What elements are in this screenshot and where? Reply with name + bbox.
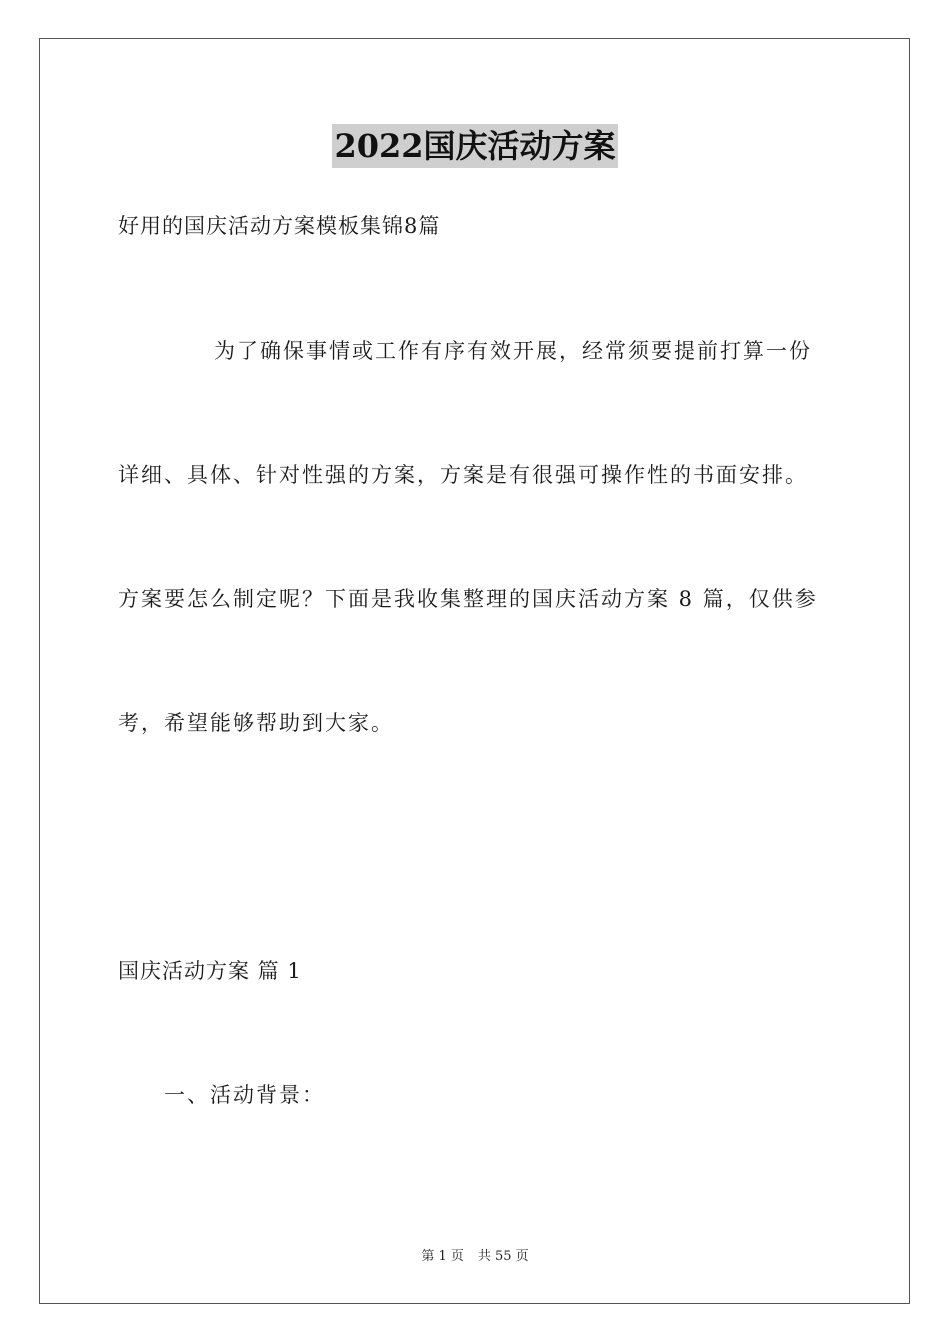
sub-heading: 一、活动背景： [164, 1083, 325, 1107]
page-number: 第 1 页 [421, 1249, 464, 1264]
paragraph-line-3: 方案要怎么制定呢？下面是我收集整理的国庆活动方案 8 篇，仅供参 [118, 587, 818, 611]
section-heading: 国庆活动方案 篇 1 [118, 959, 302, 983]
paragraph-line-2: 详细、具体、针对性强的方案，方案是有很强可操作性的书面安排。 [118, 463, 808, 487]
page-footer [0, 1248, 950, 1266]
document-subtitle: 好用的国庆活动方案模板集锦8篇 [118, 214, 441, 238]
title-container [0, 124, 950, 168]
page-total: 共 55 页 [477, 1249, 529, 1264]
paragraph-line-4: 考，希望能够帮助到大家。 [118, 711, 394, 735]
paragraph-line-1: 为了确保事情或工作有序有效开展，经常须要提前打算一份 [214, 339, 812, 363]
document-title: 2022国庆活动方案 [332, 124, 617, 168]
